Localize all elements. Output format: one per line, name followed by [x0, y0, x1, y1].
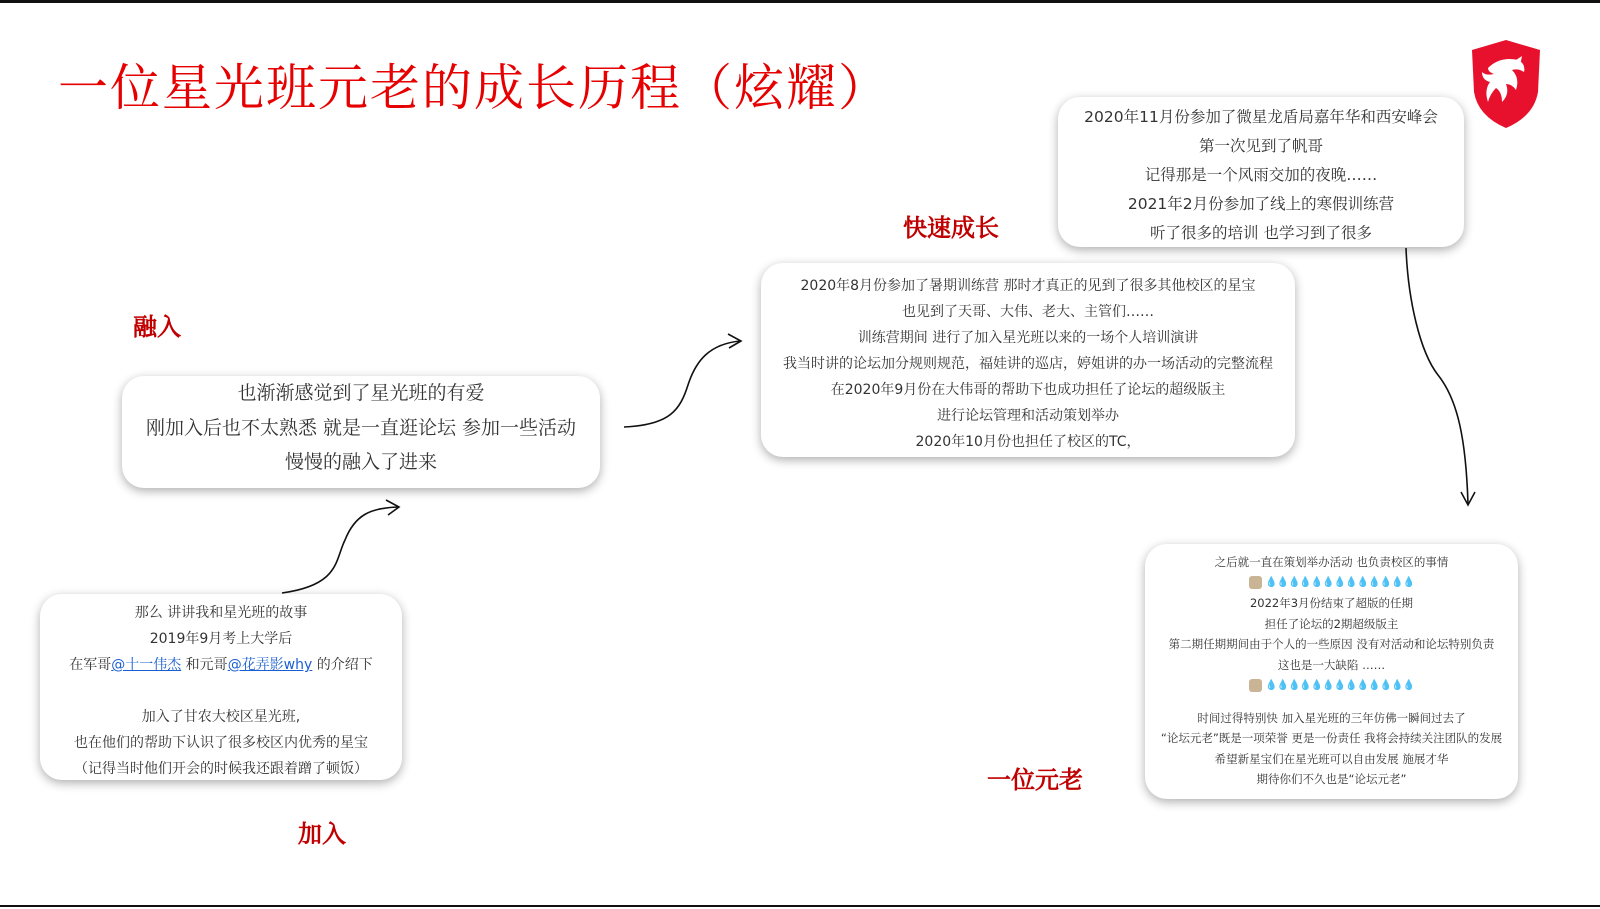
mention-link-huanongying[interactable]: @花弄影why	[227, 657, 313, 673]
story-line: 2021年2月份参加了线上的寒假训练营	[1127, 195, 1395, 213]
story-line: 我当时讲的论坛加分规则规范，福娃讲的巡店，婷姐讲的办一场活动的完整流程	[783, 356, 1273, 372]
story-line: 第二期任期期间由于个人的一些原因 没有对活动和论坛特别负责	[1168, 637, 1495, 651]
arrow-integrate-to-growth	[624, 341, 740, 427]
stage-label-growth: 快速成长	[903, 214, 999, 242]
story-line: 也渐渐感觉到了星光班的有爱	[237, 382, 485, 404]
stage-label-join: 加入	[298, 820, 346, 848]
story-line: 担任了论坛的2期超级版主	[1264, 616, 1399, 631]
story-line: 也见到了天哥、大伟、老大、主管们……	[902, 304, 1154, 320]
story-line: 2019年9月考上大学后	[149, 631, 293, 647]
story-line: 训练营期间 进行了加入星光班以来的一场个人培训演讲	[857, 330, 1199, 346]
story-line: 刚加入后也不太熟悉 就是一直逛论坛 参加一些活动	[145, 416, 577, 439]
story-line: 进行论坛管理和活动策划举办	[937, 408, 1119, 424]
droplet-icon: 💧💧💧💧💧💧💧💧💧💧💧💧💧	[1265, 679, 1414, 691]
story-line: 慢慢的融入了进来	[284, 451, 437, 473]
story-line: 记得那是一个风雨交加的夜晚……	[1144, 166, 1378, 184]
droplet-icon: 💧💧💧💧💧💧💧💧💧💧💧💧💧	[1265, 577, 1414, 589]
story-line: 那么 讲讲我和星光班的故事	[134, 605, 308, 621]
story-line: （记得当时他们开会的时候我还跟着蹭了顿饭）	[74, 761, 368, 777]
story-line: 2020年8月份参加了暑期训练营 那时才真正的见到了很多其他校区的星宝	[800, 278, 1256, 294]
story-line: 2020年10月份也担任了校区的TC，	[915, 434, 1141, 450]
story-line: 希望新星宝们在星光班可以自由发展 施展才华	[1214, 751, 1449, 766]
story-line: “论坛元老”既是一项荣誉 更是一份责任 我将会持续关注团队的发展	[1160, 731, 1503, 745]
story-line: 2022年3月份结束了超版的任期	[1249, 596, 1414, 610]
story-line: 第一次见到了帆哥	[1198, 137, 1323, 155]
story-line: 加入了甘农大校区星光班,	[141, 709, 301, 725]
story-line: 之后就一直在策划举办活动 也负责校区的事情	[1214, 555, 1449, 569]
story-line: 这也是一大缺陷 ……	[1277, 657, 1386, 672]
story-line: 期待你们不久也是“论坛元老”	[1256, 772, 1407, 786]
story-line: 听了很多的培训 也学习到了很多	[1150, 224, 1372, 242]
story-line: 也在他们的帮助下认识了很多校区内优秀的星宝	[74, 735, 368, 751]
intro-mid: 和元哥	[181, 657, 228, 673]
mention-link-shiyi-weijie[interactable]: @十一伟杰	[111, 657, 182, 673]
story-line: 2020年11月份参加了微星龙盾局嘉年华和西安峰会	[1084, 108, 1438, 126]
intro-suffix: 的介绍下	[312, 657, 373, 673]
story-line: 在2020年9月份在大伟哥的帮助下也成功担任了论坛的超级版主	[830, 382, 1226, 398]
story-line: 时间过得特别快 加入星光班的三年仿佛一瞬间过去了	[1197, 710, 1466, 725]
stage-label-integrate: 融入	[133, 313, 181, 341]
page-title: 一位星光班元老的成长历程（炫耀）	[58, 59, 890, 117]
arrow-join-to-integrate	[282, 507, 398, 593]
arrow-events-to-elder	[1406, 248, 1468, 504]
stage-label-elder: 一位元老	[987, 766, 1083, 794]
intro-prefix: 在军哥	[69, 657, 112, 673]
